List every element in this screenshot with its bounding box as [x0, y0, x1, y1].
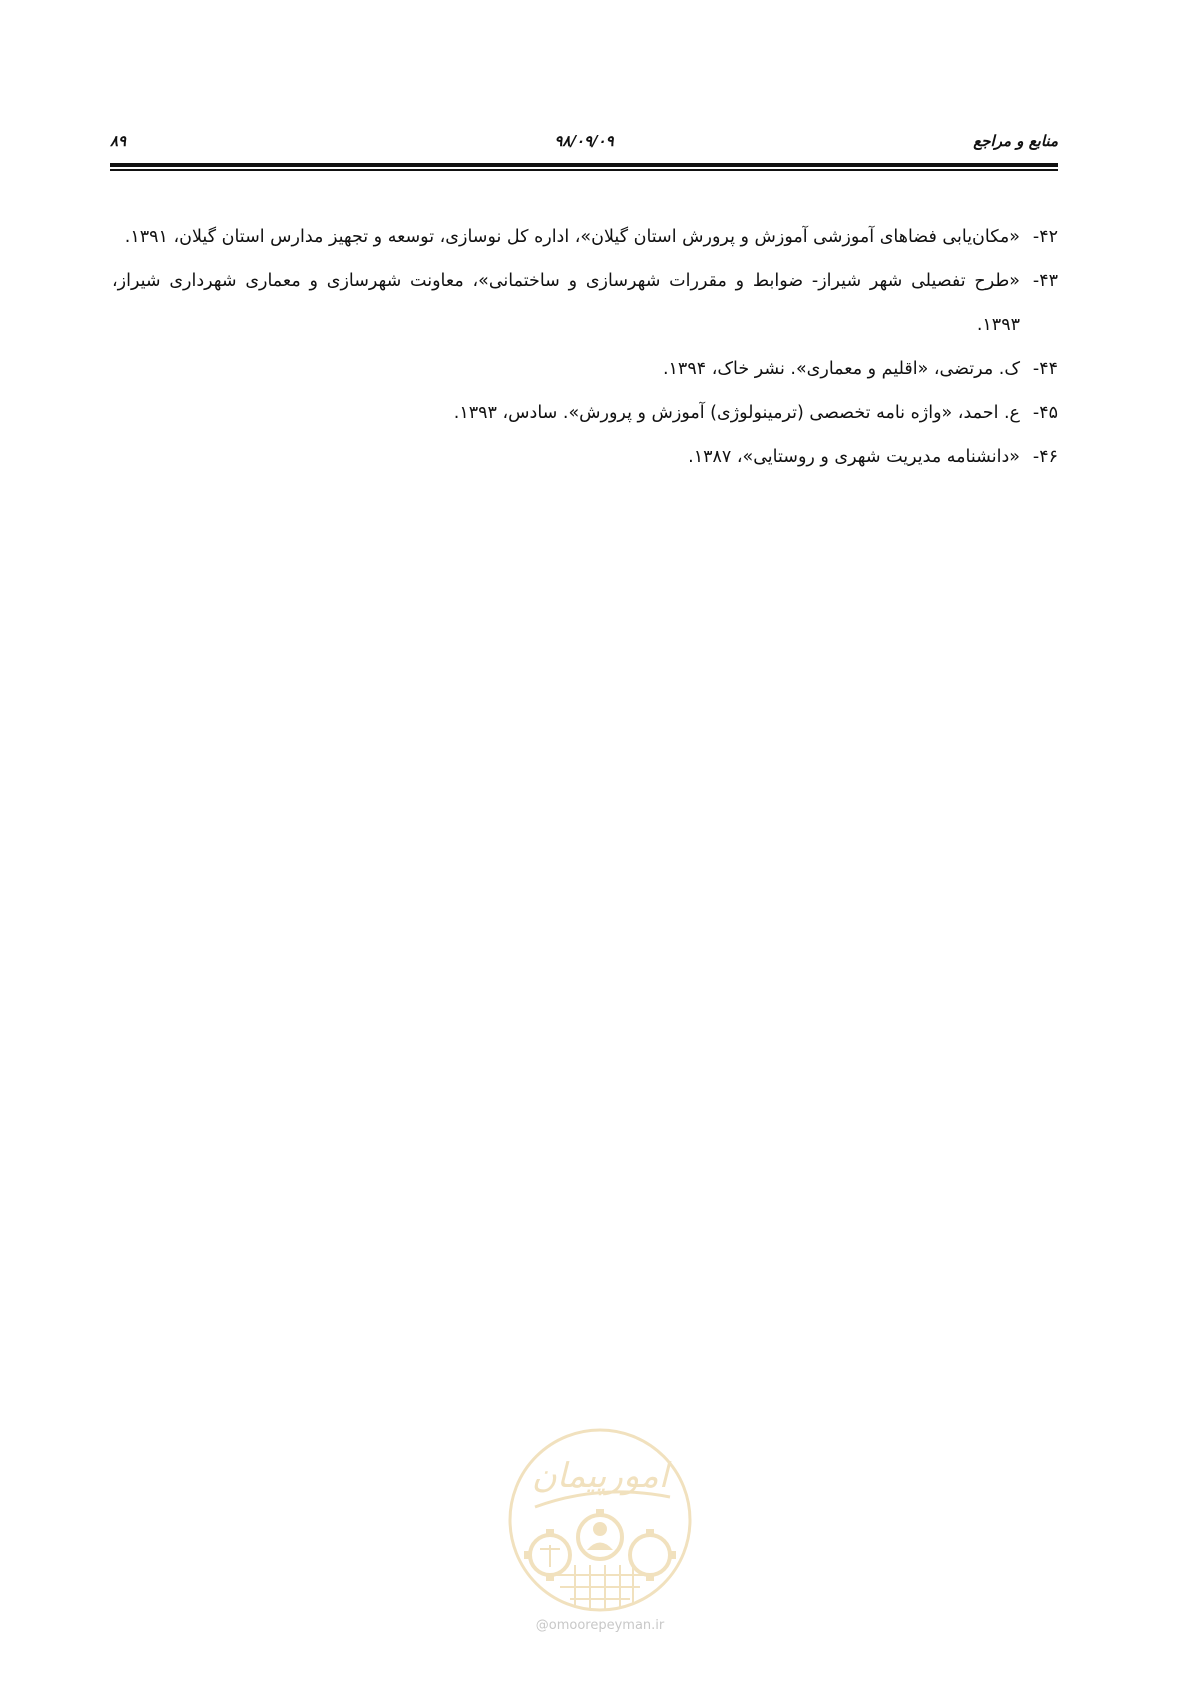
- reference-list: [112, 215, 1058, 479]
- reference-item: [112, 435, 1058, 479]
- header-rule-thick: [110, 163, 1058, 167]
- reference-number: ۴۲-: [1032, 227, 1058, 247]
- reference-text: ک. مرتضی، «اقلیم و معماری». نشر خاک، ۱۳۹۴.: [662, 359, 1020, 379]
- header-date: ۹۸/۰۹/۰۹: [554, 132, 614, 150]
- reference-item: [112, 391, 1058, 435]
- logo-lettering: امورپیمان: [531, 1456, 669, 1496]
- reference-number: ۴۵-: [1032, 403, 1058, 423]
- header-rule-thin: [110, 169, 1058, 171]
- scales-icon: [540, 1545, 560, 1567]
- reference-number: ۴۴-: [1032, 359, 1058, 379]
- page-header: [110, 128, 1058, 158]
- reference-text: «مکان‌یابی فضاهای آموزشی آموزش و پرورش استان گیلان»، اداره کل نوسازی، توسعه و تجهیز مدارس استان گیلان، ۱۳۹۱.: [124, 227, 1020, 247]
- watermark-logo: [505, 1425, 695, 1615]
- watermark-url: @omoorepeyman.ir: [535, 1618, 665, 1633]
- reference-item: [112, 215, 1058, 259]
- reference-text: ع. احمد، «واژه نامه تخصصی (ترمینولوژی) آموزش و پرورش». سادس، ۱۳۹۳.: [453, 403, 1020, 423]
- person-icon: [587, 1522, 613, 1550]
- page-number: ۸۹: [110, 132, 127, 150]
- reference-text: «دانشنامه مدیریت شهری و روستایی»، ۱۳۸۷.: [688, 447, 1020, 467]
- reference-number: ۴۳-: [1032, 271, 1058, 291]
- grid-pattern-icon: [555, 1565, 645, 1609]
- reference-number: ۴۶-: [1032, 447, 1058, 467]
- reference-item: [112, 347, 1058, 391]
- reference-item: [112, 259, 1058, 347]
- reference-text: «طرح تفصیلی شهر شیراز- ضوابط و مقررات شهرسازی و ساختمانی»، معاونت شهرسازی و معماری شهرداری شیراز، ۱۳۹۳.: [112, 271, 1020, 335]
- section-title: منابع و مراجع: [973, 132, 1058, 150]
